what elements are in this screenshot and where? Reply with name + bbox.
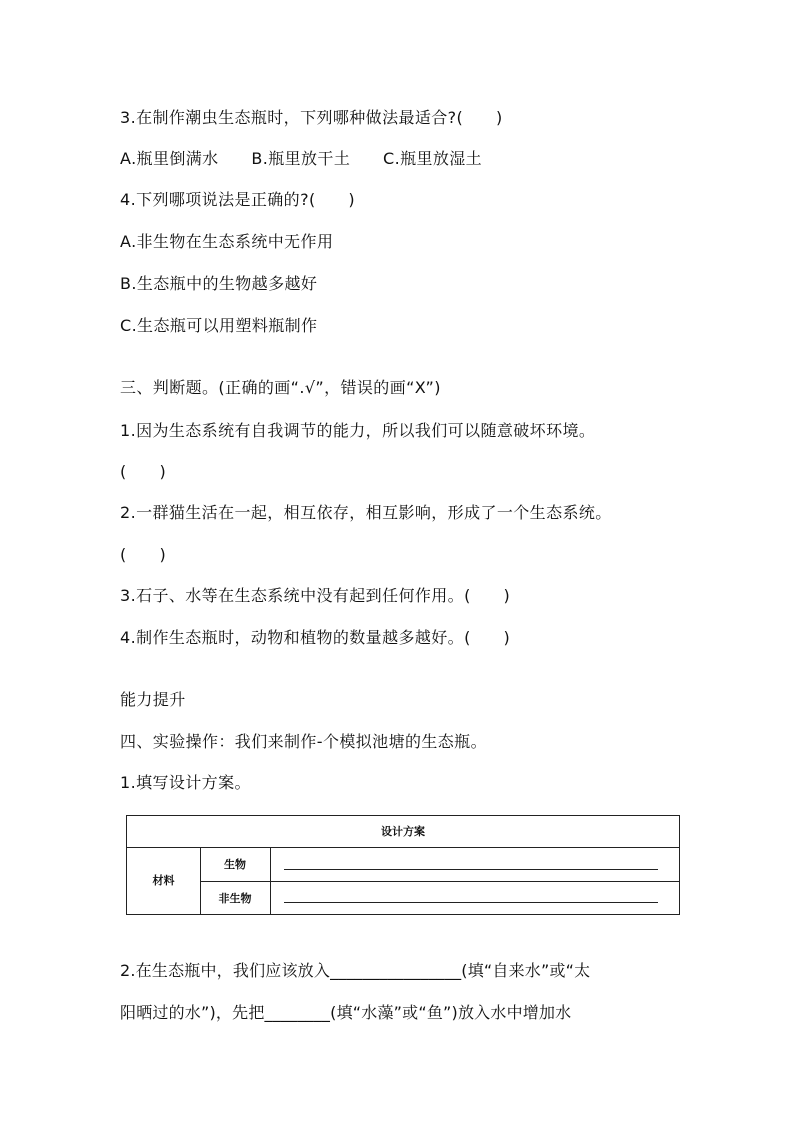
judge-2-paren: ( ) (120, 545, 167, 564)
section-4-heading: 四、实验操作：我们来制作-个模拟池塘的生态瓶。 (120, 732, 487, 751)
table-row-organisms (200, 847, 679, 882)
practice-1: 1.填写设计方案。 (120, 773, 251, 792)
fill-line-nonorganisms[interactable] (284, 902, 658, 903)
judge-2: 2.一群猫生活在一起，相互依存，相互影响，形成了一个生态系统。 (120, 503, 612, 522)
fill-line-organisms[interactable] (284, 869, 658, 870)
practice-2-line-2: 阳晒过的水”)，先把________(填“水藻”或“鱼”)放入水中增加水 (120, 1003, 572, 1022)
line-q3: 3.在制作潮虫生态瓶时，下列哪种做法最适合?( ) (120, 108, 503, 127)
judge-3: 3.石子、水等在生态系统中没有起到任何作用。( ) (120, 586, 511, 605)
line-q4: 4.下列哪项说法是正确的?( ) (120, 190, 356, 209)
judge-4: 4.制作生态瓶时，动物和植物的数量越多越好。( ) (120, 628, 511, 647)
practice-2-line-1: 2.在生态瓶中，我们应该放入________________(填“自来水”或“太 (120, 961, 591, 980)
section-3-heading: 三、判断题。(正确的画“.√”，错误的画“X”) (120, 378, 441, 397)
table-row-nonorganisms (200, 881, 679, 914)
ability-heading: 能力提升 (120, 690, 186, 709)
line-q3-options: A.瓶里倒满水 B.瓶里放干土 C.瓶里放湿土 (120, 149, 483, 168)
judge-1: 1.因为生态系统有自我调节的能力，所以我们可以随意破坏环境。 (120, 421, 596, 440)
table-title: 设计方案 (127, 816, 679, 848)
design-table (126, 815, 680, 915)
judge-1-paren: ( ) (120, 462, 167, 481)
table-materials-cell: 材料 (127, 847, 201, 914)
table-label-organisms: 生物 (200, 847, 271, 881)
line-q4-option-c: C.生态瓶可以用塑料瓶制作 (120, 316, 318, 335)
line-q4-option-a: A.非生物在生态系统中无作用 (120, 232, 334, 251)
table-label-nonorganisms: 非生物 (200, 881, 271, 914)
line-q4-option-b: B.生态瓶中的生物越多越好 (120, 274, 318, 293)
